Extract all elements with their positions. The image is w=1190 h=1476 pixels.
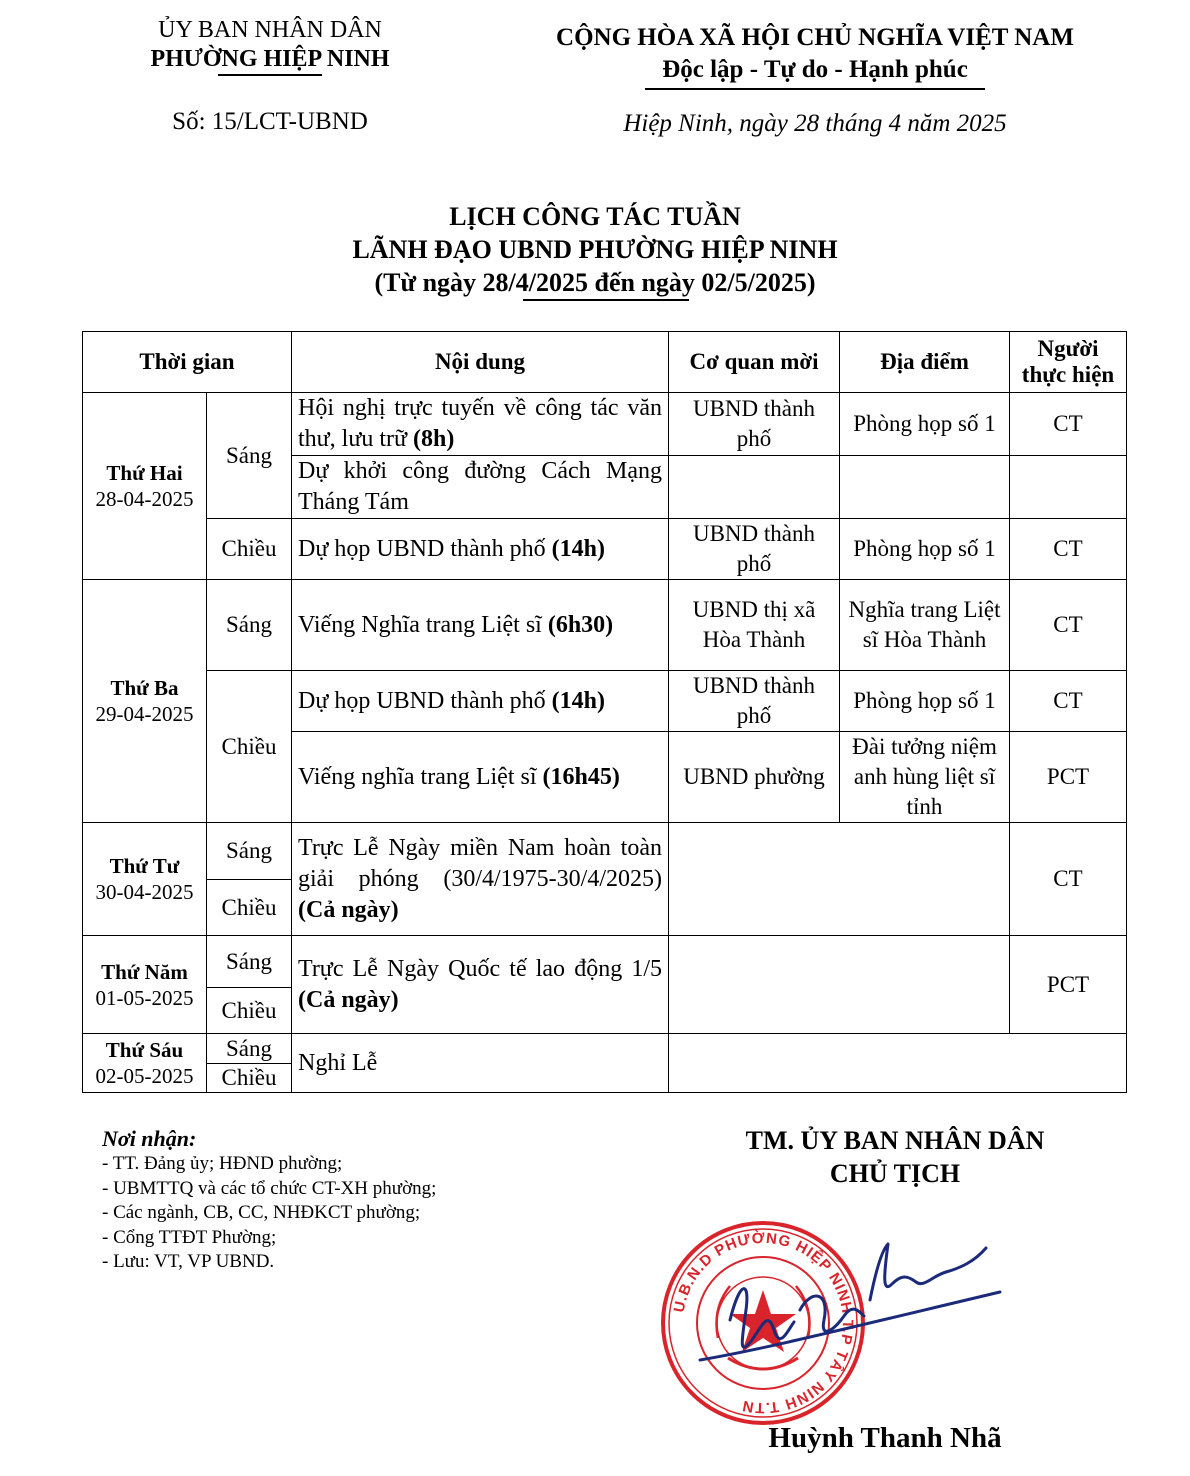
agency-line2: PHƯỜNG HIỆP NINH (150, 46, 390, 72)
content-text: Nghỉ Lễ (298, 1049, 378, 1076)
content-text: Dự khởi công đường Cách Mạng Tháng Tám (298, 458, 662, 515)
title-line3: (Từ ngày 28/4/2025 đến ngày 02/5/2025) (374, 268, 816, 297)
place-date: Hiệp Ninh, ngày 28 tháng 4 năm 2025 (623, 110, 1007, 137)
agency-line1: ỦY BAN NHÂN DÂN (158, 17, 382, 43)
table-header-row (83, 332, 1127, 393)
org-cell: UBND thị xã Hòa Thành (669, 580, 840, 671)
session-cell: Chiều (207, 988, 292, 1034)
content-time: (16h45) (542, 763, 620, 790)
location-cell: Phòng họp số 1 (840, 671, 1010, 732)
person-cell (1010, 456, 1127, 519)
session-cell: Sáng (207, 393, 292, 519)
title-line1: LỊCH CÔNG TÁC TUẦN (449, 202, 741, 231)
content-text: Dự họp UBND thành phố (298, 535, 552, 562)
org-location-cell (669, 936, 1010, 1034)
content-text: Dự họp UBND thành phố (298, 687, 552, 714)
svg-text:U.B.N.D PHƯỜNG HIỆP NINH T.P T: U.B.N.D PHƯỜNG HIỆP NINH T.P TÂY NINH T.TN (670, 1229, 857, 1417)
session-cell: Sáng (207, 580, 292, 671)
location-cell (840, 456, 1010, 519)
nation-line1: CỘNG HÒA XÃ HỘI CHỦ NGHĨA VIỆT NAM (556, 24, 1074, 51)
recipients-block (102, 1126, 662, 1275)
person-cell: CT (1010, 671, 1127, 732)
recipient-item: - Các ngành, CB, CC, NHĐKCT phường; (102, 1202, 421, 1223)
org-cell: UBND thành phố (669, 671, 840, 732)
content-text: Trực Lễ Ngày miền Nam hoàn toàn giải phóng (30/4/1975-30/4/2025) (298, 834, 662, 892)
document-title (0, 200, 1190, 299)
org-cell (669, 456, 840, 519)
sign-line1: TM. ỦY BAN NHÂN DÂN (745, 1126, 1045, 1155)
table-row (83, 823, 1127, 880)
person-cell: CT (1010, 519, 1127, 580)
day-date: 30-04-2025 (95, 880, 194, 904)
day-date: 28-04-2025 (95, 487, 194, 511)
document-number: Số: 15/LCT-UBND (172, 108, 368, 135)
header-location: Địa điểm (840, 332, 1010, 393)
nation-line2: Độc lập - Tự do - Hạnh phúc (662, 56, 968, 83)
day-date: 01-05-2025 (95, 985, 194, 1010)
header-person-line2: thực hiện (1021, 362, 1115, 387)
session-cell: Sáng (207, 936, 292, 988)
session-cell: Sáng (207, 1034, 292, 1064)
content-time: (Cả ngày) (298, 986, 399, 1013)
recipient-item: - TT. Đảng ủy; HĐND phường; (102, 1153, 343, 1174)
day-cell (83, 393, 207, 580)
location-cell: Phòng họp số 1 (840, 519, 1010, 580)
day-cell (83, 936, 207, 1034)
handwritten-signature (690, 1240, 1010, 1380)
day-cell (83, 1034, 207, 1093)
day-date: 02-05-2025 (95, 1064, 194, 1088)
content-cell (292, 1034, 669, 1093)
location-cell: Đài tưởng niệm anh hùng liệt sĩ tỉnh (840, 732, 1010, 823)
session-cell: Chiều (207, 880, 292, 936)
person-cell: CT (1010, 393, 1127, 456)
person-cell: PCT (1010, 936, 1127, 1034)
content-time: (8h) (413, 426, 455, 452)
day-name: Thứ Tư (109, 854, 180, 878)
title-line2: LÃNH ĐẠO UBND PHƯỜNG HIỆP NINH (352, 235, 838, 264)
content-cell (292, 823, 669, 936)
signer-name: Huỳnh Thanh Nhã (768, 1422, 1002, 1454)
content-cell (292, 732, 669, 823)
sign-line2: CHỦ TỊCH (829, 1159, 961, 1188)
content-text: Trực Lễ Ngày Quốc tế lao động 1/5 (298, 955, 662, 982)
recipient-item: - Cổng TTĐT Phường; (102, 1226, 277, 1248)
day-date: 29-04-2025 (95, 702, 194, 726)
table-row (83, 671, 1127, 732)
recipient-item: - Lưu: VT, VP UBND. (102, 1251, 275, 1272)
content-text: Hội nghị trực tuyến về công tác văn thư, lưu trữ (298, 395, 662, 452)
content-cell (292, 580, 669, 671)
content-time: (6h30) (547, 611, 614, 638)
day-cell (83, 580, 207, 823)
org-cell: UBND thành phố (669, 519, 840, 580)
header-person (1010, 332, 1127, 393)
content-time: (Cả ngày) (298, 896, 399, 923)
org-cell: UBND phường (669, 732, 840, 823)
agency-underline (218, 74, 322, 76)
content-cell (292, 519, 669, 580)
content-cell (292, 936, 669, 1034)
recipients-heading: Nơi nhận: (102, 1126, 197, 1151)
day-name: Thứ Ba (110, 676, 179, 700)
session-cell: Chiều (207, 1064, 292, 1093)
session-cell: Chiều (207, 519, 292, 580)
table-row (83, 580, 1127, 671)
table-row (83, 519, 1127, 580)
issuing-agency (70, 16, 470, 76)
title-underline (523, 299, 689, 301)
recipient-item: - UBMTTQ và các tổ chức CT-XH phường; (102, 1177, 437, 1199)
content-time: (14h) (551, 535, 606, 562)
table-row (83, 936, 1127, 988)
content-cell (292, 671, 669, 732)
person-cell: PCT (1010, 732, 1127, 823)
org-location-person-cell (669, 1034, 1127, 1093)
motto-underline (645, 88, 985, 90)
schedule-table (82, 331, 1127, 1093)
content-cell (292, 393, 669, 456)
location-cell: Nghĩa trang Liệt sĩ Hòa Thành (840, 580, 1010, 671)
content-text: Viếng nghĩa trang Liệt sĩ (298, 763, 543, 790)
content-text: Viếng Nghĩa trang Liệt sĩ (298, 611, 548, 638)
org-cell: UBND thành phố (669, 393, 840, 456)
content-cell (292, 456, 669, 519)
day-cell (83, 823, 207, 936)
header-content: Nội dung (292, 332, 669, 393)
header-org: Cơ quan mời (669, 332, 840, 393)
national-motto (520, 22, 1110, 90)
person-cell: CT (1010, 580, 1127, 671)
header-person-line1: Người (1037, 336, 1099, 361)
content-time: (14h) (551, 687, 606, 714)
table-row (83, 1034, 1127, 1064)
day-name: Thứ Năm (101, 959, 188, 984)
table-row (83, 393, 1127, 456)
day-name: Thứ Sáu (105, 1038, 184, 1062)
location-cell: Phòng họp số 1 (840, 393, 1010, 456)
header-time: Thời gian (83, 332, 292, 393)
session-cell: Sáng (207, 823, 292, 880)
person-cell: CT (1010, 823, 1127, 936)
session-cell: Chiều (207, 671, 292, 823)
day-name: Thứ Hai (106, 461, 183, 485)
org-location-cell (669, 823, 1010, 936)
signature-title (700, 1124, 1090, 1190)
